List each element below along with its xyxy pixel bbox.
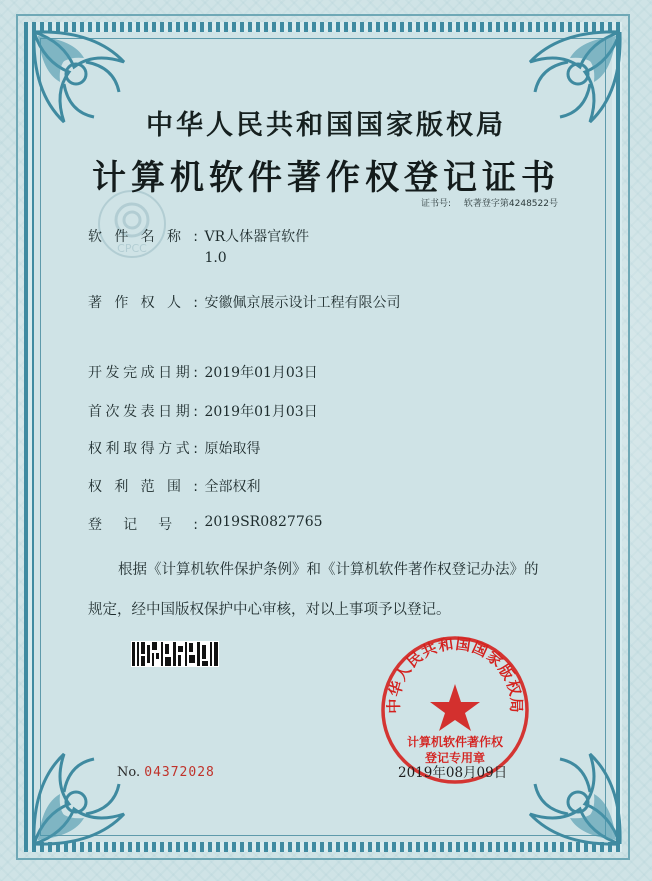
barcode-icon bbox=[131, 641, 219, 667]
serial-value: 04372028 bbox=[144, 765, 215, 780]
field-acquisition-method bbox=[88, 438, 260, 458]
certificate-number-value: 软著登字第4248522号 bbox=[463, 199, 558, 209]
acquisition-method-value: 原始取得 bbox=[204, 441, 261, 457]
corner-ornament-icon bbox=[24, 734, 144, 854]
field-copyright-owner bbox=[88, 292, 400, 312]
serial-number bbox=[117, 765, 215, 780]
field-registration-number bbox=[88, 514, 323, 534]
field-rights-scope bbox=[88, 476, 260, 496]
field-completion-date bbox=[88, 362, 318, 382]
copyright-owner-label: 著作权人: bbox=[88, 295, 198, 311]
stamp-arc-text: 中华人民共和国国家版权局 bbox=[384, 634, 526, 714]
stamp-star-icon bbox=[430, 684, 480, 731]
first-publish-date-label: 首次发表日期: bbox=[88, 404, 198, 420]
software-version-value: 1.0 bbox=[204, 250, 227, 266]
completion-date-label: 开发完成日期: bbox=[88, 365, 198, 381]
serial-label: No. bbox=[117, 765, 141, 780]
acquisition-method-label: 权利取得方式: bbox=[88, 441, 198, 457]
watermark-seal-text: CPCC bbox=[117, 242, 147, 255]
completion-date-value: 2019年01月03日 bbox=[204, 365, 318, 381]
first-publish-date-value: 2019年01月03日 bbox=[204, 404, 318, 420]
issuer-title: 中华人民共和国国家版权局 bbox=[146, 110, 506, 141]
software-name-label: 软件名称: bbox=[88, 229, 198, 245]
stamp-line-2: 登记专用章 bbox=[424, 751, 485, 765]
rights-scope-label: 权利范围: bbox=[88, 479, 198, 495]
certificate-number-label: 证书号: bbox=[420, 199, 452, 209]
field-software-name bbox=[88, 226, 309, 266]
statement-line-2: 规定，经中国版权保护中心审核，对以上事项予以登记。 bbox=[88, 602, 451, 618]
copyright-owner-value: 安徽佩京展示设计工程有限公司 bbox=[204, 295, 401, 311]
stamp-line-1: 计算机软件著作权 bbox=[406, 735, 503, 749]
issue-date: 2019年08月09日 bbox=[398, 765, 508, 781]
statement-line-1: 根据《计算机软件保护条例》和《计算机软件著作权登记办法》的 bbox=[118, 562, 539, 578]
registration-number-value: 2019SR0827765 bbox=[204, 514, 323, 530]
rights-scope-value: 全部权利 bbox=[204, 479, 261, 495]
field-first-publish-date bbox=[88, 401, 318, 421]
certificate-number bbox=[421, 196, 558, 209]
statement-paragraph bbox=[88, 550, 584, 630]
registration-number-label: 登记号: bbox=[88, 517, 198, 533]
certificate-title: 计算机软件著作权登记证书 bbox=[92, 158, 560, 198]
software-name-value: VR人体器官软件 bbox=[204, 229, 310, 245]
